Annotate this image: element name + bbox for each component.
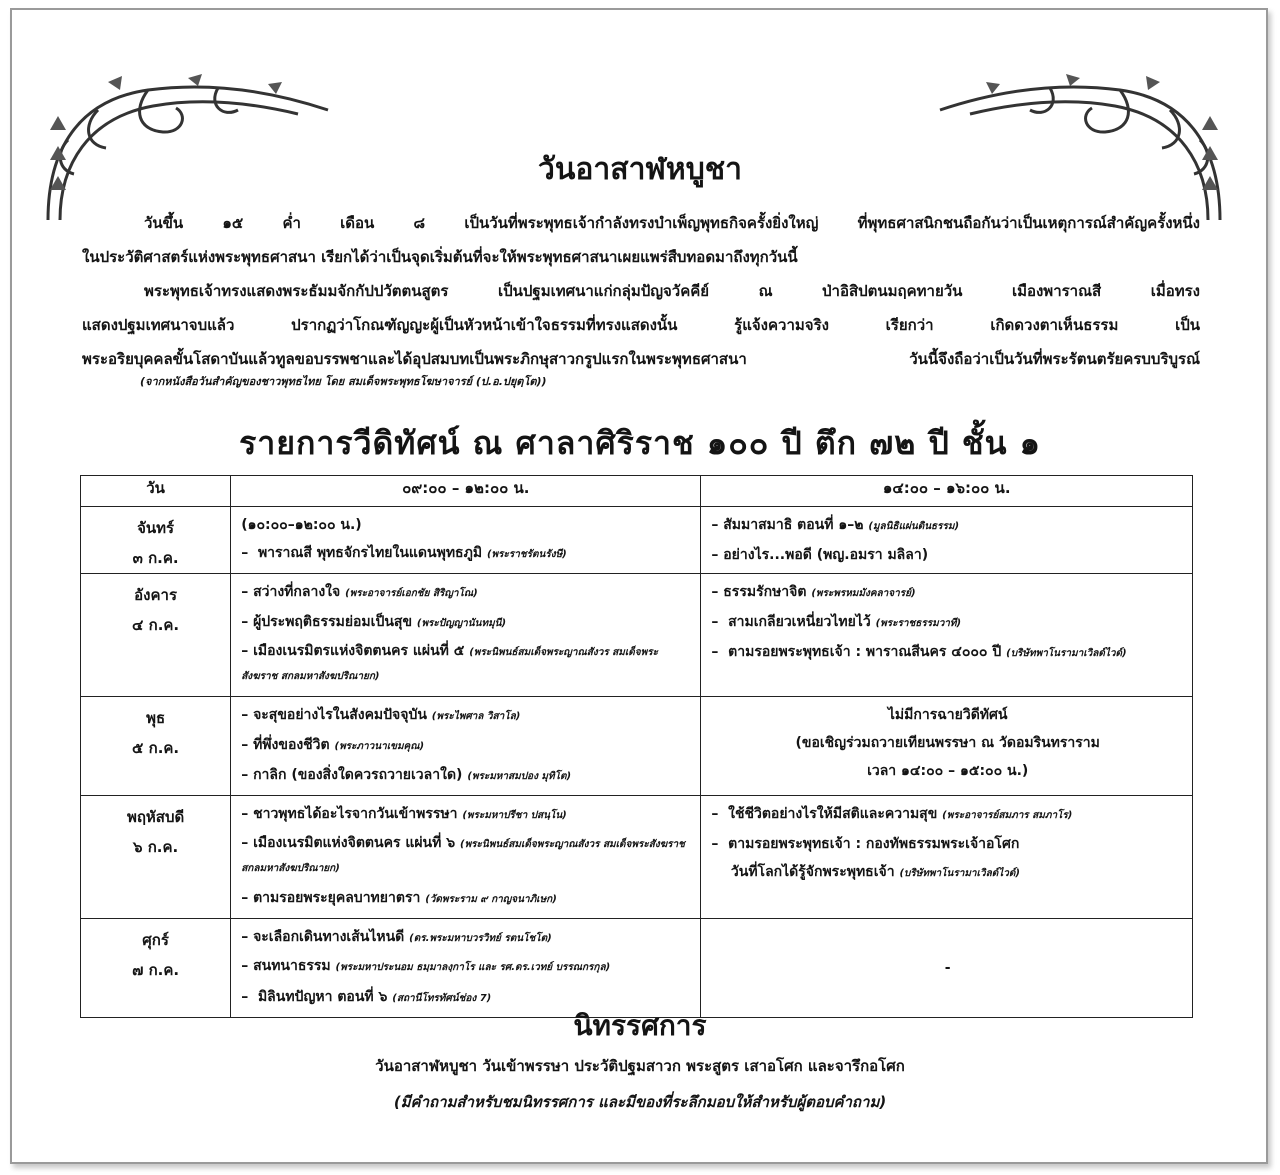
program-item-speaker: (บริษัทพาโนรามาเวิลด์ไวด์) <box>899 868 1020 879</box>
program-item-title: – สนทนาธรรม <box>241 958 331 974</box>
program-item-speaker: (พระอาจารย์เอกชัย สิริญาโณ) <box>345 588 478 599</box>
afternoon-cell <box>701 574 1193 697</box>
morning-cell <box>231 796 701 919</box>
schedule-table <box>80 475 1193 1018</box>
table-row <box>81 697 1193 796</box>
day-name: พฤหัสบดี <box>126 808 185 826</box>
program-item <box>711 511 1184 541</box>
program-item-title: – ชาวพุทธได้อะไรจากวันเข้าพรรษา <box>241 806 458 822</box>
day-cell <box>81 919 231 1018</box>
program-item-title: – ธรรมรักษาจิต <box>711 584 807 600</box>
day-date: ๔ ก.ค. <box>132 616 180 634</box>
program-item-speaker: (บริษัทพาโนรามาเวิลด์ไวด์) <box>1006 648 1127 659</box>
program-item <box>241 953 692 983</box>
day-date: ๗ ก.ค. <box>132 961 180 979</box>
day-name: พุธ <box>146 709 166 727</box>
program-item <box>241 731 692 761</box>
table-row <box>81 919 1193 1018</box>
program-item <box>241 701 692 731</box>
program-item-speaker: (พระอาจารย์สมภาร สมภาโร) <box>942 810 1073 821</box>
program-item-title: – ตามรอยพระยุคลบาทยาตรา <box>241 890 421 906</box>
program-item <box>241 800 692 830</box>
program-item-title: – สว่างที่กลางใจ <box>241 584 341 600</box>
program-item-title: – พาราณสี พุทธจักรไทยในแดนพุทธภูมิ <box>241 545 483 561</box>
intro-p1-line2: ในประวัติศาสตร์แห่งพระพุทธศาสนา เรียกได้ว่าเป็นจุดเริ่มต้นที่จะให้พระพุทธศาสนาเผยแพร่สืบทอดมาถึงทุกวันนี้ <box>82 248 798 266</box>
afternoon-cell <box>701 796 1193 919</box>
day-cell <box>81 796 231 919</box>
program-item <box>711 608 1184 638</box>
program-item-title: – จะสุขอย่างไรในสังคมปัจจุบัน <box>241 707 427 723</box>
program-item-title: – สัมมาสมาธิ ตอนที่ ๑–๒ <box>711 517 864 533</box>
day-cell <box>81 507 231 574</box>
program-item <box>711 830 1184 858</box>
program-item-speaker: (มูลนิธิแผ่นดินธรรม) <box>868 521 960 532</box>
program-item-title: – ตามรอยพระพุทธเจ้า : กองทัพธรรมพระเจ้าอโศก <box>711 836 1020 852</box>
intro-paragraph-2 <box>82 274 1200 376</box>
program-item-speaker: (พระภาวนาเขมคุณ) <box>334 741 425 752</box>
program-item <box>241 578 692 608</box>
day-date: ๖ ก.ค. <box>132 838 179 856</box>
program-item-speaker: (พระไพศาล วิสาโล) <box>431 711 521 722</box>
header-day: วัน <box>81 476 231 507</box>
program-item <box>241 884 692 914</box>
table-header-row <box>81 476 1193 507</box>
program-title: รายการวีดิทัศน์ ณ ศาลาศิริราช ๑๐๐ ปี ตึก ๗๒ ปี ชั้น ๑ <box>239 424 1041 462</box>
program-item-title: – ใช้ชีวิตอย่างไรให้มีสติและความสุข <box>711 806 938 822</box>
program-item <box>241 539 692 569</box>
program-item-speaker: (วัดพระราม ๙ กาญจนาภิเษก) <box>425 894 557 905</box>
program-item <box>241 830 692 884</box>
program-item <box>241 761 692 791</box>
program-item-speaker: (ดร.พระมหาบวรวิทย์ รตนโชโต) <box>409 933 552 944</box>
intro-p2-line1: พระพุทธเจ้าทรงแสดงพระธัมมจักกัปปวัตตนสูตร เป็นปฐมเทศนาแก่กลุ่มปัญจวัคคีย์ ณ ป่าอิสิปตนมฤคทายวัน เมืองพาราณสี เมื่อทรง <box>144 282 1200 300</box>
intro-p1-line1: วันขึ้น ๑๕ ค่ำ เดือน ๘ เป็นวันที่พระพุทธเจ้ากำลังทรงบำเพ็ญพุทธกิจครั้งยิ่งใหญ่ ที่พุทธศาสนิกชนถือกันว่าเป็นเหตุการณ์สำคัญครั้งหนึ่ง <box>144 214 1200 232</box>
program-item-speaker: (สถานีโทรทัศน์ช่อง 7) <box>392 993 492 1004</box>
program-item-speaker: (พระมหาประนอม ธมฺมาลงฺกาโร และ รศ.ดร.เวทย์ บรรณกรกุล) <box>335 962 611 973</box>
table-row <box>81 507 1193 574</box>
program-item-speaker: (พระราชรัตนรังษี) <box>486 549 567 560</box>
program-item-speaker: (พระนิพนธ์สมเด็จพระญาณสังวร สมเด็จพระสังฆราช สกลมหาสังฆปริณายก) <box>241 839 685 874</box>
program-item-title: – กาลิก (ของสิ่งใดควรถวายเวลาใด) <box>241 767 463 783</box>
header-afternoon: ๑๔:๐๐ – ๑๖:๐๐ น. <box>701 476 1193 507</box>
program-item <box>711 541 1184 569</box>
program-item <box>241 608 692 638</box>
program-item <box>711 578 1184 608</box>
program-item-title: – อย่างไร...พอดี (พญ.อมรา มลิลา) <box>711 547 929 563</box>
program-item-speaker: (พระมหาสมปอง มุทิโต) <box>467 771 572 782</box>
morning-cell <box>231 507 701 574</box>
morning-cell <box>231 919 701 1018</box>
afternoon-notice-line: - <box>944 960 951 976</box>
program-item-title: – เมืองเนรมิตรแห่งจิตตนคร แผ่นที่ ๕ <box>241 643 465 659</box>
program-item-title: – ผู้ประพฤติธรรมย่อมเป็นสุข <box>241 614 413 630</box>
program-item-title: – มิลินทปัญหา ตอนที่ ๖ <box>241 989 388 1005</box>
header-morning: ๐๙:๐๐ – ๑๒:๐๐ น. <box>231 476 701 507</box>
day-name: จันทร์ <box>137 519 175 537</box>
intro-paragraph-1 <box>82 206 1200 274</box>
morning-cell <box>231 697 701 796</box>
program-item <box>241 638 692 692</box>
page-title: วันอาสาฬหบูชา <box>538 152 742 187</box>
program-item <box>711 800 1184 830</box>
program-item-title: – จะเลือกเดินทางเส้นไหนดี <box>241 929 405 945</box>
day-cell <box>81 574 231 697</box>
program-item-title: – ตามรอยพระพุทธเจ้า : พาราณสีนคร ๔๐๐๐ ปี <box>711 644 1002 660</box>
afternoon-cell <box>701 697 1193 796</box>
table-row <box>81 796 1193 919</box>
program-item-speaker: (พระพรหมมังคลาจารย์) <box>811 588 916 599</box>
program-item <box>241 923 692 953</box>
afternoon-cell <box>701 507 1193 574</box>
day-name: ศุกร์ <box>142 931 169 949</box>
program-item-speaker: (พระปัญญานันทมุนี) <box>416 618 507 629</box>
program-item-title: วันที่โลกได้รู้จักพระพุทธเจ้า <box>711 864 895 880</box>
program-item-speaker: (พระมหาปรีชา ปสนฺโน) <box>462 810 567 821</box>
schedule-body <box>81 507 1193 1018</box>
morning-cell <box>231 574 701 697</box>
day-name: อังคาร <box>134 586 178 604</box>
program-item-title: – ที่พึ่งของชีวิต <box>241 737 330 753</box>
day-cell <box>81 697 231 796</box>
afternoon-notice-line: เวลา ๑๔:๐๐ – ๑๕:๐๐ น.) <box>867 763 1029 779</box>
program-item-title: (๑๐:๐๐–๑๒:๐๐ น.) <box>241 517 362 533</box>
afternoon-cell <box>701 919 1193 1018</box>
program-item-speaker: (พระราชธรรมวาที) <box>875 618 962 629</box>
exhibit-note: (มีคำถามสำหรับชมนิทรรศการ และมีของที่ระลึกมอบให้สำหรับผู้ตอบคำถาม) <box>393 1093 887 1111</box>
program-item-title: – สามเกลียวเหนี่ยวไทยไว้ <box>711 614 871 630</box>
program-item-title: – เมืองเนรมิตแห่งจิตตนคร แผ่นที่ ๖ <box>241 835 456 851</box>
exhibit-title: นิทรรศการ <box>573 1009 707 1042</box>
program-item <box>241 511 692 539</box>
intro-p2-line3: พระอริยบุคคลขั้นโสดาบันแล้วทูลขอบรรพชาและได้อุปสมบทเป็นพระภิกษุสาวกรูปแรกในพระพุทธศาสนา วันนี้จึงถือว่าเป็นวันที่พระรัตนตรัยครบบริบูรณ์ <box>82 350 1200 368</box>
day-date: ๕ ก.ค. <box>132 739 180 757</box>
intro-p2-line2: แสดงปฐมเทศนาจบแล้ว ปรากฏว่าโกณฑัญญะผู้เป็นหัวหน้าเข้าใจธรรมที่ทรงแสดงนั้น รู้แจ้งความจริง เรียกว่า เกิดดวงตาเห็นธรรม เป็น <box>82 316 1200 334</box>
program-item-speaker: (พระนิพนธ์สมเด็จพระญาณสังวร สมเด็จพระสังฆราช สกลมหาสังฆปริณายก) <box>241 647 658 682</box>
exhibit-description: วันอาสาฬหบูชา วันเข้าพรรษา ประวัติปฐมสาวก พระสูตร เสาอโศก และจารึกอโศก <box>375 1057 905 1075</box>
program-item <box>711 858 1184 888</box>
program-item <box>711 638 1184 668</box>
day-date: ๓ ก.ค. <box>132 549 179 567</box>
afternoon-notice-line: (ขอเชิญร่วมถวายเทียนพรรษา ณ วัดอมรินทราราม <box>795 735 1100 751</box>
table-row <box>81 574 1193 697</box>
afternoon-notice-line: ไม่มีการฉายวิดีทัศน์ <box>887 707 1008 723</box>
source-citation: (จากหนังสือวันสำคัญของชาวพุทธไทย โดย สมเด็จพระพุทธโฆษาจารย์ (ป.อ.ปยุตฺโต)) <box>140 375 547 388</box>
